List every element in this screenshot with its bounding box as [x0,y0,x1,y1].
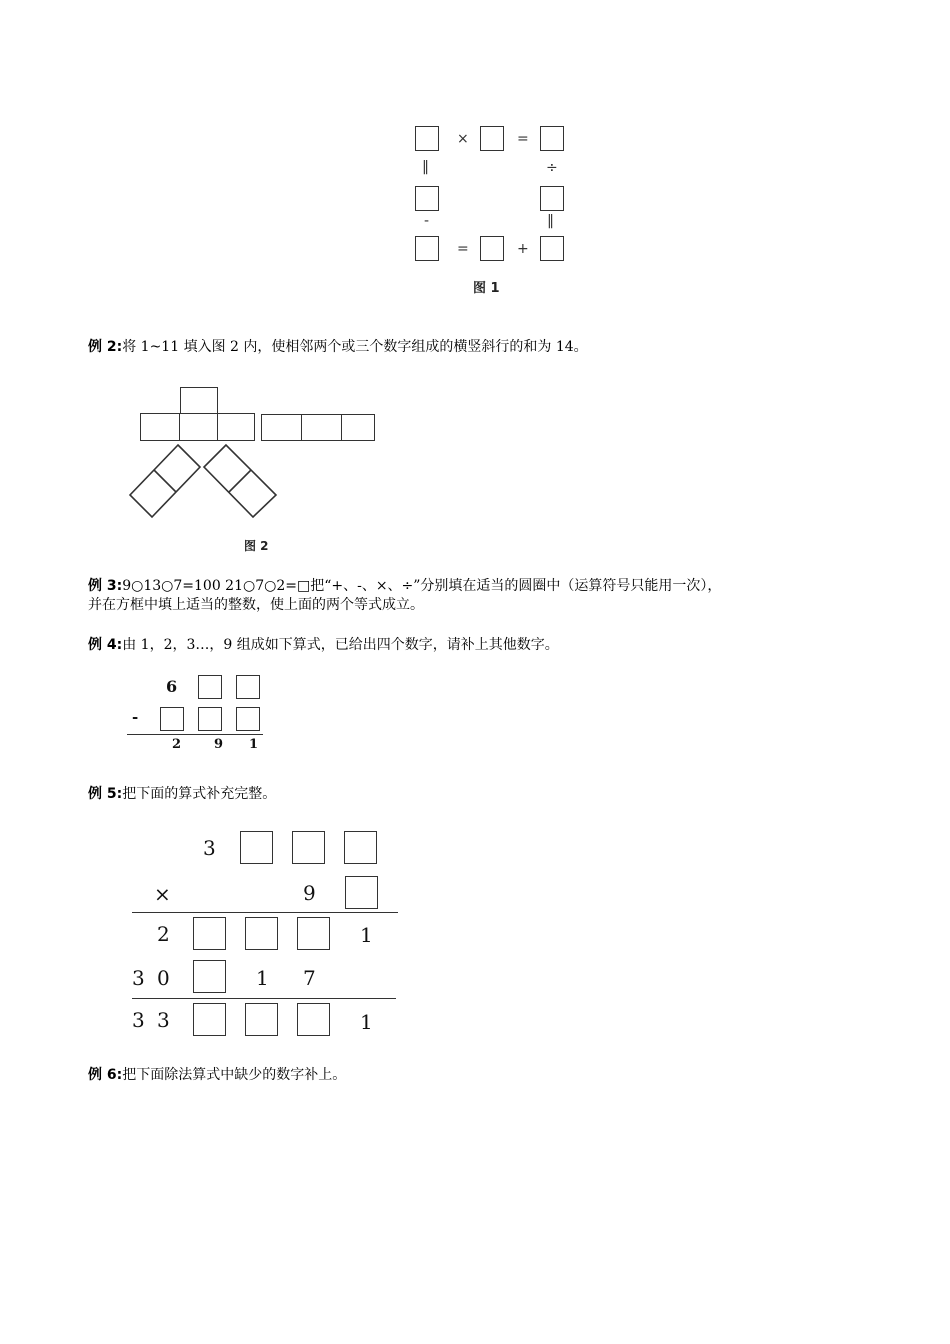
example-3 [88,577,878,615]
ex5-row4-digit-3: 1 [256,966,269,990]
example-6-label: 例 6: [88,1067,123,1083]
fig2-cell-top[interactable] [180,387,218,415]
fig1-box-top-middle[interactable] [480,126,504,151]
ex5-row5-box-3[interactable] [297,1003,330,1036]
ex4-result-digit-2: 9 [214,737,224,752]
ex5-row2-box[interactable] [345,876,378,909]
ex5-row1-box-2[interactable] [292,831,325,864]
example-2 [88,338,878,357]
fig1-box-middle-right[interactable] [540,186,564,211]
fig1-box-top-right[interactable] [540,126,564,151]
ex5-row3-box-2[interactable] [245,917,278,950]
ex5-row5-digit-3: 1 [360,1010,373,1034]
ex5-line-1 [132,912,398,913]
ex4-box-top-2[interactable] [236,675,260,699]
ex5-row1-box-3[interactable] [344,831,377,864]
example-6-text: 把下面除法算式中缺少的数字补上。 [122,1067,347,1083]
ex4-box-mid-2[interactable] [198,707,222,731]
fig1-box-bottom-left[interactable] [415,236,439,261]
ex5-row4-digit-2: 0 [157,966,170,990]
ex5-row5-box-2[interactable] [245,1003,278,1036]
fig2-cell-row-left[interactable] [140,413,181,441]
example-2-text: 将 1~11 填入图 2 内，使相邻两个或三个数字组成的横竖斜行的和为 14。 [122,339,588,355]
ex5-row2-digit: 9 [303,881,316,905]
fig2-cell-right-1[interactable] [261,414,303,441]
ex5-times-sign: × [154,882,171,906]
ex5-row3-box-3[interactable] [297,917,330,950]
fig1-box-top-left[interactable] [415,126,439,151]
fig2-cell-row-right[interactable] [217,413,255,441]
example-5-label: 例 5: [88,786,123,802]
fig1-box-bottom-right[interactable] [540,236,564,261]
example-5 [88,785,878,804]
fig2-cell-right-2[interactable] [301,414,343,441]
ex5-row4-digit-4: 7 [303,966,316,990]
example-4-text: 由 1，2，3…，9 组成如下算式，已给出四个数字，请补上其他数字。 [122,637,559,653]
example-4 [88,636,878,655]
example-4-label: 例 4: [88,637,123,653]
fig1-box-bottom-middle[interactable] [480,236,504,261]
example-5-text: 把下面的算式补充完整。 [122,786,277,802]
example-3-text: 9○13○7=100 21○7○2=□把“+、-、×、÷”分别填在适当的圆圈中（运算符号只能用一次）， [122,578,722,594]
ex5-row5-box-1[interactable] [193,1003,226,1036]
fig2-cell-row-center[interactable] [179,413,219,441]
ex4-box-top-1[interactable] [198,675,222,699]
fig2-caption: 图 2 [244,539,269,553]
ex5-row3-box-1[interactable] [193,917,226,950]
ex4-result-line [127,734,263,735]
fig2-right-arm-divider [229,470,251,492]
ex5-row5-digit-2: 3 [157,1008,170,1032]
ex5-row1-digit: 3 [203,836,216,860]
fig1-parallel-right: ‖ [547,213,554,229]
fig2-left-arm-divider [154,470,176,492]
ex4-result-digit-3: 1 [249,737,259,752]
ex5-line-2 [132,998,396,999]
ex5-row1-box-1[interactable] [240,831,273,864]
ex4-minus-sign: - [132,708,139,726]
fig1-box-middle-left[interactable] [415,186,439,211]
fig1-equals-top: = [517,131,529,147]
ex5-row3-last: 1 [360,923,373,947]
ex4-box-mid-3[interactable] [236,707,260,731]
fig1-plus-sign: + [517,241,529,257]
fig1-times-sign: × [457,131,469,147]
ex5-row4-digit-1: 3 [132,966,145,990]
ex5-row4-box[interactable] [193,960,226,993]
fig2-cell-right-3[interactable] [341,414,375,441]
fig1-parallel-left: ‖ [422,159,429,175]
ex4-box-mid-1[interactable] [160,707,184,731]
fig1-equals-bottom: = [457,241,469,257]
ex4-top-digit: 6 [166,677,178,696]
example-6 [88,1066,878,1085]
example-3-text-2: 并在方框中填上适当的整数，使上面的两个等式成立。 [88,597,424,613]
fig1-minus-sign: - [424,213,430,229]
fig1-divide-sign: ÷ [546,160,558,176]
ex5-row5-digit-1: 3 [132,1008,145,1032]
ex5-row3-first: 2 [157,922,170,946]
example-2-label: 例 2: [88,339,123,355]
example-3-label: 例 3: [88,578,123,594]
ex4-result-digit-1: 2 [172,737,182,752]
fig1-caption: 图 1 [473,281,500,296]
fig2-diagonal-cells [120,440,290,525]
